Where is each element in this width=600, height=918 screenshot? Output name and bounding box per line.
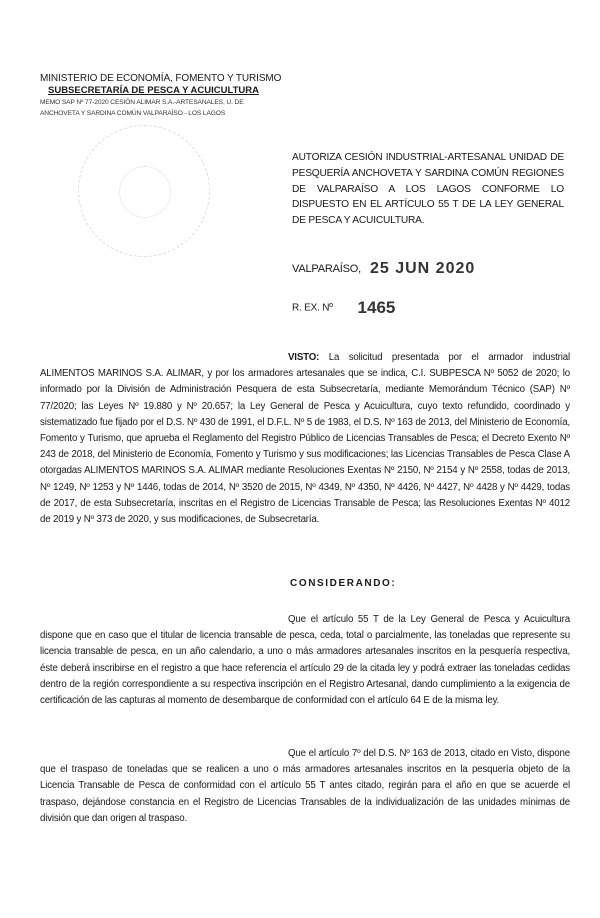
resolution-title: AUTORIZA CESIÓN INDUSTRIAL-ARTESANAL UNIDAD DE PESQUERÍA ANCHOVETA Y SARDINA COMÚN REGIONES DE VALPARAÍSO A LOS LAGOS CONFORME LO DISPUESTO EN EL ARTÍCULO 55 T DE LA LEY GENERAL DE PESCA Y ACUICULTURA.	[292, 152, 564, 227]
memo-reference-line2: ANCHOVETA Y SARDINA COMÚN VALPARAÍSO - LOS LAGOS	[40, 110, 226, 117]
date-stamp: 25 JUN 2020	[369, 260, 476, 277]
letterhead	[40, 72, 340, 119]
date-place: VALPARAÍSO,	[292, 263, 361, 275]
memo-reference-line1: MEMO SAP Nº 77-2020 CESIÓN ALIMAR S.A.-ARTESANALES, U. DE	[40, 99, 244, 106]
seal-inner-ring	[119, 166, 171, 218]
faded-seal-stamp	[78, 125, 210, 257]
subsecretaria-name: SUBSECRETARÍA DE PESCA Y ACUICULTURA	[48, 85, 259, 96]
considerando-heading: CONSIDERANDO:	[290, 578, 397, 589]
visto-text: La solicitud presentada por el armador industrial ALIMENTOS MARINOS S.A. ALIMAR, y por los armadores artesanales que se indica, C.I. SUBPESCA Nº 5052 de 2020; lo informado por la División de Administración Pesquera de esta Subsecretaría, mediante Memorándum Técnico (SAP) Nº 77/2020; las Leyes Nº 19.880 y Nº 20.657; la Ley General de Pesca y Acuicultura, cuyo texto refundido, coordinado y sistematizado fue fijado por el D.S. Nº 430 de 1991, el D.F.L. Nº 5 de 1983, el D.S. Nº 163 de 2013, del Ministerio de Economía, Fomento y Turismo, que aprueba el Reglamento del Registro Público de Licencias Transables de Pesca; el Decreto Exento Nº 243 de 2018, del Ministerio de Economía, Fomento y Turismo y sus modificaciones; las Licencias Transables de Pesca Clase A otorgadas ALIMENTOS MARINOS S.A. ALIMAR mediante Resoluciones Exentas Nº 2150, Nº 2154 y Nº 2558, todas de 2013, Nº 1249, Nº 1253 y Nº 1446, todas de 2014, Nº 3520 de 2015, Nº 4349, Nº 4350, Nº 4426, Nº 4427, Nº 4428 y Nº 4429, todas de 2017, de esta Subsecretaría, inscritas en el Registro de Licencias Transable de Pesca; las Resoluciones Exentas Nº 4012 de 2019 y Nº 373 de 2020, y sus modificaciones, de Subsecretaría.	[40, 352, 570, 526]
visto-label: VISTO:	[288, 352, 320, 363]
visto-paragraph	[40, 350, 570, 528]
resolution-number: 1465	[357, 298, 396, 317]
considerando-paragraph-1: Que el artículo 55 T de la Ley General de Pesca y Acuicultura dispone que en caso que el titular de licencia transable de pesca, ceda, total o parcialmente, las toneladas que represente su licencia transable de pesca, en un año calendario, a uno o más armadores artesanales inscritos en la pesquería respectiva, éste deberá inscribirse en el registro a que hace referencia el artículo 29 de la citada ley y podrá extraer las toneladas cedidas dentro de la región correspondiente a su respectiva inscripción en el Registro Artesanal, dando cumplimiento a la exigencia de certificación de las capturas al momento de desembarque de conformidad con el artículo 64 E de la misma ley.	[40, 614, 570, 707]
date-line	[292, 260, 475, 278]
resolution-label: R. EX. Nº	[292, 302, 333, 314]
ministry-name: MINISTERIO DE ECONOMÍA, FOMENTO Y TURISMO	[40, 73, 282, 84]
resolution-number-line	[292, 298, 395, 318]
considerando-paragraph-2: Que el artículo 7º del D.S. Nº 163 de 2013, citado en Visto, dispone que el traspaso de toneladas que se realicen a uno o más armadores artesanales inscritos en la pesquería objeto de la Licencia Transable de Pesca de conformidad con el artículo 55 T antes citado, regirán para el año en que se acuerde el traspaso, dejándose constancia en el Registro de Licencias Transables de la individualización de las unidades mínimas de división que dan origen al traspaso.	[40, 748, 570, 824]
